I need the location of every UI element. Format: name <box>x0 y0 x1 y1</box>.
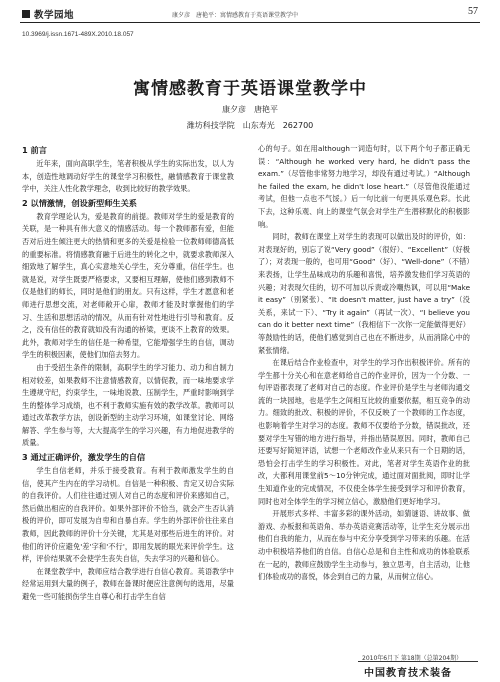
running-title: 康夕彦 唐艳平：寓情感教育于英语课堂教学中 <box>172 12 299 19</box>
paragraph: 在课后结合作业检查中，对学生的学习作出积极评价。所有的学生都十分关心和在意老师给自己的作业评价，因为一个分数、一句评语都表现了老师对自己的态度。作业评价是学生与老师沟通交流的一块园地，也是学生之间相互比较的重要依据，相互竞争的动力。细致的批改、积极的评价，不仅反映了一个教师的工作态度，也影响着学生对学习的态度。教师不仅要给予分数，错误批改，还要对学生写错的地方进行指导，并指出错误原因。同时，教师自己还要写好简短评语，试想一个老师改作业从来只有一个日期的话，恐怕会打击学生的学习积极性。对此，笔者对学生英语作业的批改，大都利用课堂前5～10分钟完成，通过面对面批阅，即时让学生知道作业的完成情况，不仅使全体学生接受到学习和评价教育，同时也对全体学生的学习树立信心，激励他们更好地学习。 <box>258 358 470 506</box>
issue-date: 2010年6月下 第18期（总第204期） <box>362 655 463 662</box>
section-heading-3: 3 通过正确评价，激发学生的自信 <box>22 452 146 463</box>
paragraph: 学生自信老师，并乐于接受教育。有利于教师激发学生的自信，使其产生内在的学习动机。自信是一种积极、肯定又切合实际的自我评价。人们往往通过别人对自己的态度和评价来感知自己，然后做出相应的自我评价。如果外部评价不恰当，就会产生否认消极的评价，即可发展为自卑和自暴自弃。学生的外部评价往往来自教师，因此教师的评价十分关键，尤其是对那些后进生的评价。对他们的评价应避免'差'字和'不行'，即用发展的眼光来评价学生。这样，评价结果就不会使学生丧失自信，失去学习的兴趣和信心。 <box>22 466 234 564</box>
article-title: 寓情感教育于英语课堂教学中 <box>133 79 367 99</box>
footer-rule <box>358 661 478 662</box>
paragraph: 心的句子。如在用although一词造句时，以下两个句子都正确无误：“Although he worked very hard, he didn't pass the exam.”（尽管他非常努力地学习，却没有通过考试。）“Although he failed the exam, he didn't lose heart.”（尽管他没能通过考试，但他一点也不气馁。）后一句比前一句更具乐观色彩。长此下去，这种乐观、向上的课堂气氛会对学生产生潜移默化的积极影响。 <box>258 144 470 229</box>
journal-name: 中国教育技术装备 <box>364 668 452 679</box>
doi: 10.3969/j.issn.1671-489X.2010.18.057 <box>22 31 134 38</box>
paragraph: 教育学理论认为，爱是教育的前提。教师对学生的爱是教育的关联，是一种具有伟大意义的情感活动。每一个教师都有爱，但能否对后进生倾注更大的热情和更多的关爱是检验一位教师师德高低的重要标准。将情感教育融于后进生的转化之中，就要求教师深入细致地了解学生，真心实意地关心学生，充分尊重，信任学生。也就是说，对学生既要严格要求，又要相互理解，使他们感到教师不仅是他们的师长，同时是他们的朋友。只有这样，学生才愿意和老师进行思想交流，对老师敞开心扉，教师才能及时掌握他们的学习、生活和思想活动的情况，从而有针对性地进行引导和教育。反之，没有信任的教育就如没有沟通的桥梁，更谈不上教育的效果。此外，教师对学生的信任是一种希望，它能增强学生的自信，调动学生的积极因素，使他们加倍去努力。 <box>22 211 234 360</box>
journal-section-label <box>22 7 74 21</box>
square-bullet-icon <box>22 10 30 18</box>
paragraph: 同时，教师在课堂上对学生的表现可以做出及时的评价，如：对表现好的，别忘了说“Very good”（很好）、“Excellent”（好极了）；对表现一般的，也可用“Good”（好）、“Well-done”（不错）来表扬，让学生品味成功的乐趣和喜悦，培养激发他们学习英语的兴趣；对表现欠佳的，切不可加以斥责或冷嘲热讽，可以用“Make it easy”（别紧张）、“It doesn't matter, just have a try”（没关系，来试一下）、“Try it again”（再试一次）、“I believe you can do it better next time”（我相信下一次你一定能做得更好）等鼓励性的话，使他们感觉到自己也在不断进步，从而消除心中的紧张情绪。 <box>258 232 470 355</box>
section-heading-1: 1 前言 <box>22 145 47 155</box>
paragraph: 近年来，面向高职学生，笔者积极从学生的实际出发，以人为本，创造性地调动好学生的课堂学习积极性，融情感教育于课堂教学中，关注人性化教学理念，收到比较好的教学效果。 <box>22 159 234 194</box>
affiliation: 潍坊科技学院 山东寿光 262700 <box>186 121 314 130</box>
page-header <box>0 0 500 24</box>
paragraph: 在课堂教学中，教师应结合教学进行自信心教育。英语教学中经常运用到大量的例子，教师在备课时便应注意例句的选用，尽量避免一些可能损伤学生自尊心和打击学生自信 <box>22 566 234 601</box>
authors: 康夕彦 唐艳平 <box>222 105 278 114</box>
paragraph: 开展形式多样、丰富多彩的课外活动，如猜谜语、讲故事、做游戏、办板报和英语角、举办英语竞赛活动等，让学生充分展示出他们自我的能力，从而在参与中充分享受到学习带来的乐趣。在活动中积极培养他们的自信。自信心总是和自主性和成功的体验联系在一起的，教师应鼓励学生主动参与，独立思考，自主活动，让他们体验成功的喜悦，体会到自己的力量，从而树立信心。 <box>258 509 470 582</box>
header-rule <box>20 22 480 23</box>
page-number: 57 <box>468 6 478 17</box>
left-column <box>22 143 234 604</box>
right-column <box>258 143 470 584</box>
paragraph: 由于受招生条件的限制，高职学生的学习能力、动力和自制力相对较差，如果教师不注意情感教育，以情促教，而一味地要求学生遵规守纪，约束学生，一味地说教、压制学生，严重时影响到学生的整体学习成绩，也不利于教师实施有效的教学改革。教师可以通过改革教学方法，创设新型的主动学习环境，如课堂讨论、网络解答、学生参与等，大大提高学生的学习兴趣，有力地促进教学的质量。 <box>22 362 234 448</box>
section-heading-2: 2 以情激情，创设新型师生关系 <box>22 197 137 208</box>
journal-section-text: 教学园地 <box>34 10 75 21</box>
